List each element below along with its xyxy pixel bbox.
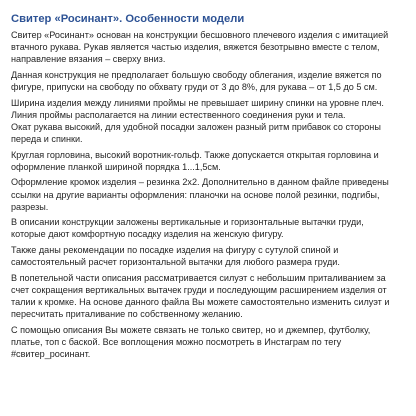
text-line: пересчитать приталивание по собственному желанию. — [11, 309, 243, 320]
text-line: Окат рукава высокий, для удобной посадки заложен разный ритм прибавок со стороны — [11, 121, 381, 132]
paragraph-recommendations — [11, 244, 405, 268]
document-title: Свитер «Росинант». Особенности модели — [11, 13, 245, 25]
paragraph-armhole — [11, 97, 405, 121]
text-line: которые дают комфортную посадку изделия на женскую фигуру. — [11, 229, 284, 240]
text-line: оформление планкой шириной порядка 1...1,5см. — [11, 161, 221, 172]
text-line: втачного рукава. Рукав является частью изделия, вяжется безотрывно вместе с телом, — [11, 42, 380, 53]
paragraph-sleeve-cap — [11, 121, 405, 145]
text-line: Оформление кромок изделия – резинка 2х2. Дополнительно в данном файле приведены — [11, 177, 389, 188]
text-line: ссылки на другие варианты оформления: планочки на основе полой резинки, подгибы, — [11, 189, 380, 200]
text-line: самостоятельный расчет горизонтальной вытачки для любого размера груди. — [11, 257, 340, 268]
text-line: Свитер «Росинант» основан на конструкции бесшовного плечевого изделия с имитацией — [11, 30, 389, 40]
text-line: Также даны рекомендации по посадке изделия на фигуру с сутулой спиной и — [11, 245, 339, 256]
text-line: переда и спинки. — [11, 133, 83, 144]
text-line: фигуре, припуски на свободу по обхвату груди от 3 до 8%, для рукава – от 1,5 до 5 см. — [11, 81, 378, 92]
paragraph-darts — [11, 216, 405, 240]
paragraph-silhouette — [11, 272, 405, 320]
text-line: платье, топ с баской. Все воплощения можно посмотреть в Инстаграм по тегу — [11, 336, 342, 347]
text-line: С помощью описания Вы можете связать не только свитер, но и джемпер, футболку, — [11, 324, 371, 335]
text-line: В описании конструкции заложены вертикальные и горизонтальные вытачки груди, — [11, 217, 364, 228]
paragraph-variants — [11, 324, 405, 360]
text-line: разрезы. — [11, 201, 49, 212]
text-line: Круглая горловина, высокий воротник-гольф. Также допускается открытая горловина и — [11, 149, 379, 160]
text-line: талии к кромке. На основе данного файла Вы можете самостоятельно изменить силуэт и — [11, 297, 390, 308]
text-line: счет сокращения вертикальных вытачек груди и последующим расширением изделия от — [11, 284, 387, 295]
text-line: #свитер_росинант. — [11, 349, 91, 359]
paragraph-edges — [11, 176, 405, 212]
text-line: Данная конструкция не предполагает большую свободу облегания, изделие вяжется по — [11, 69, 382, 80]
paragraph-neckline — [11, 149, 405, 173]
paragraph-fit — [11, 69, 405, 93]
text-line: направление вязания – сверху вниз. — [11, 54, 166, 65]
text-line: Линия проймы располагается на линии естественного соединения руки и тела. — [11, 109, 346, 120]
text-line: В попетельной части описания рассматривается силуэт с небольшим приталиванием за — [11, 272, 386, 283]
paragraph-construction — [11, 29, 405, 65]
text-line: Ширина изделия между линиями проймы не превышает ширину спинки на уровне плеч. — [11, 97, 384, 108]
